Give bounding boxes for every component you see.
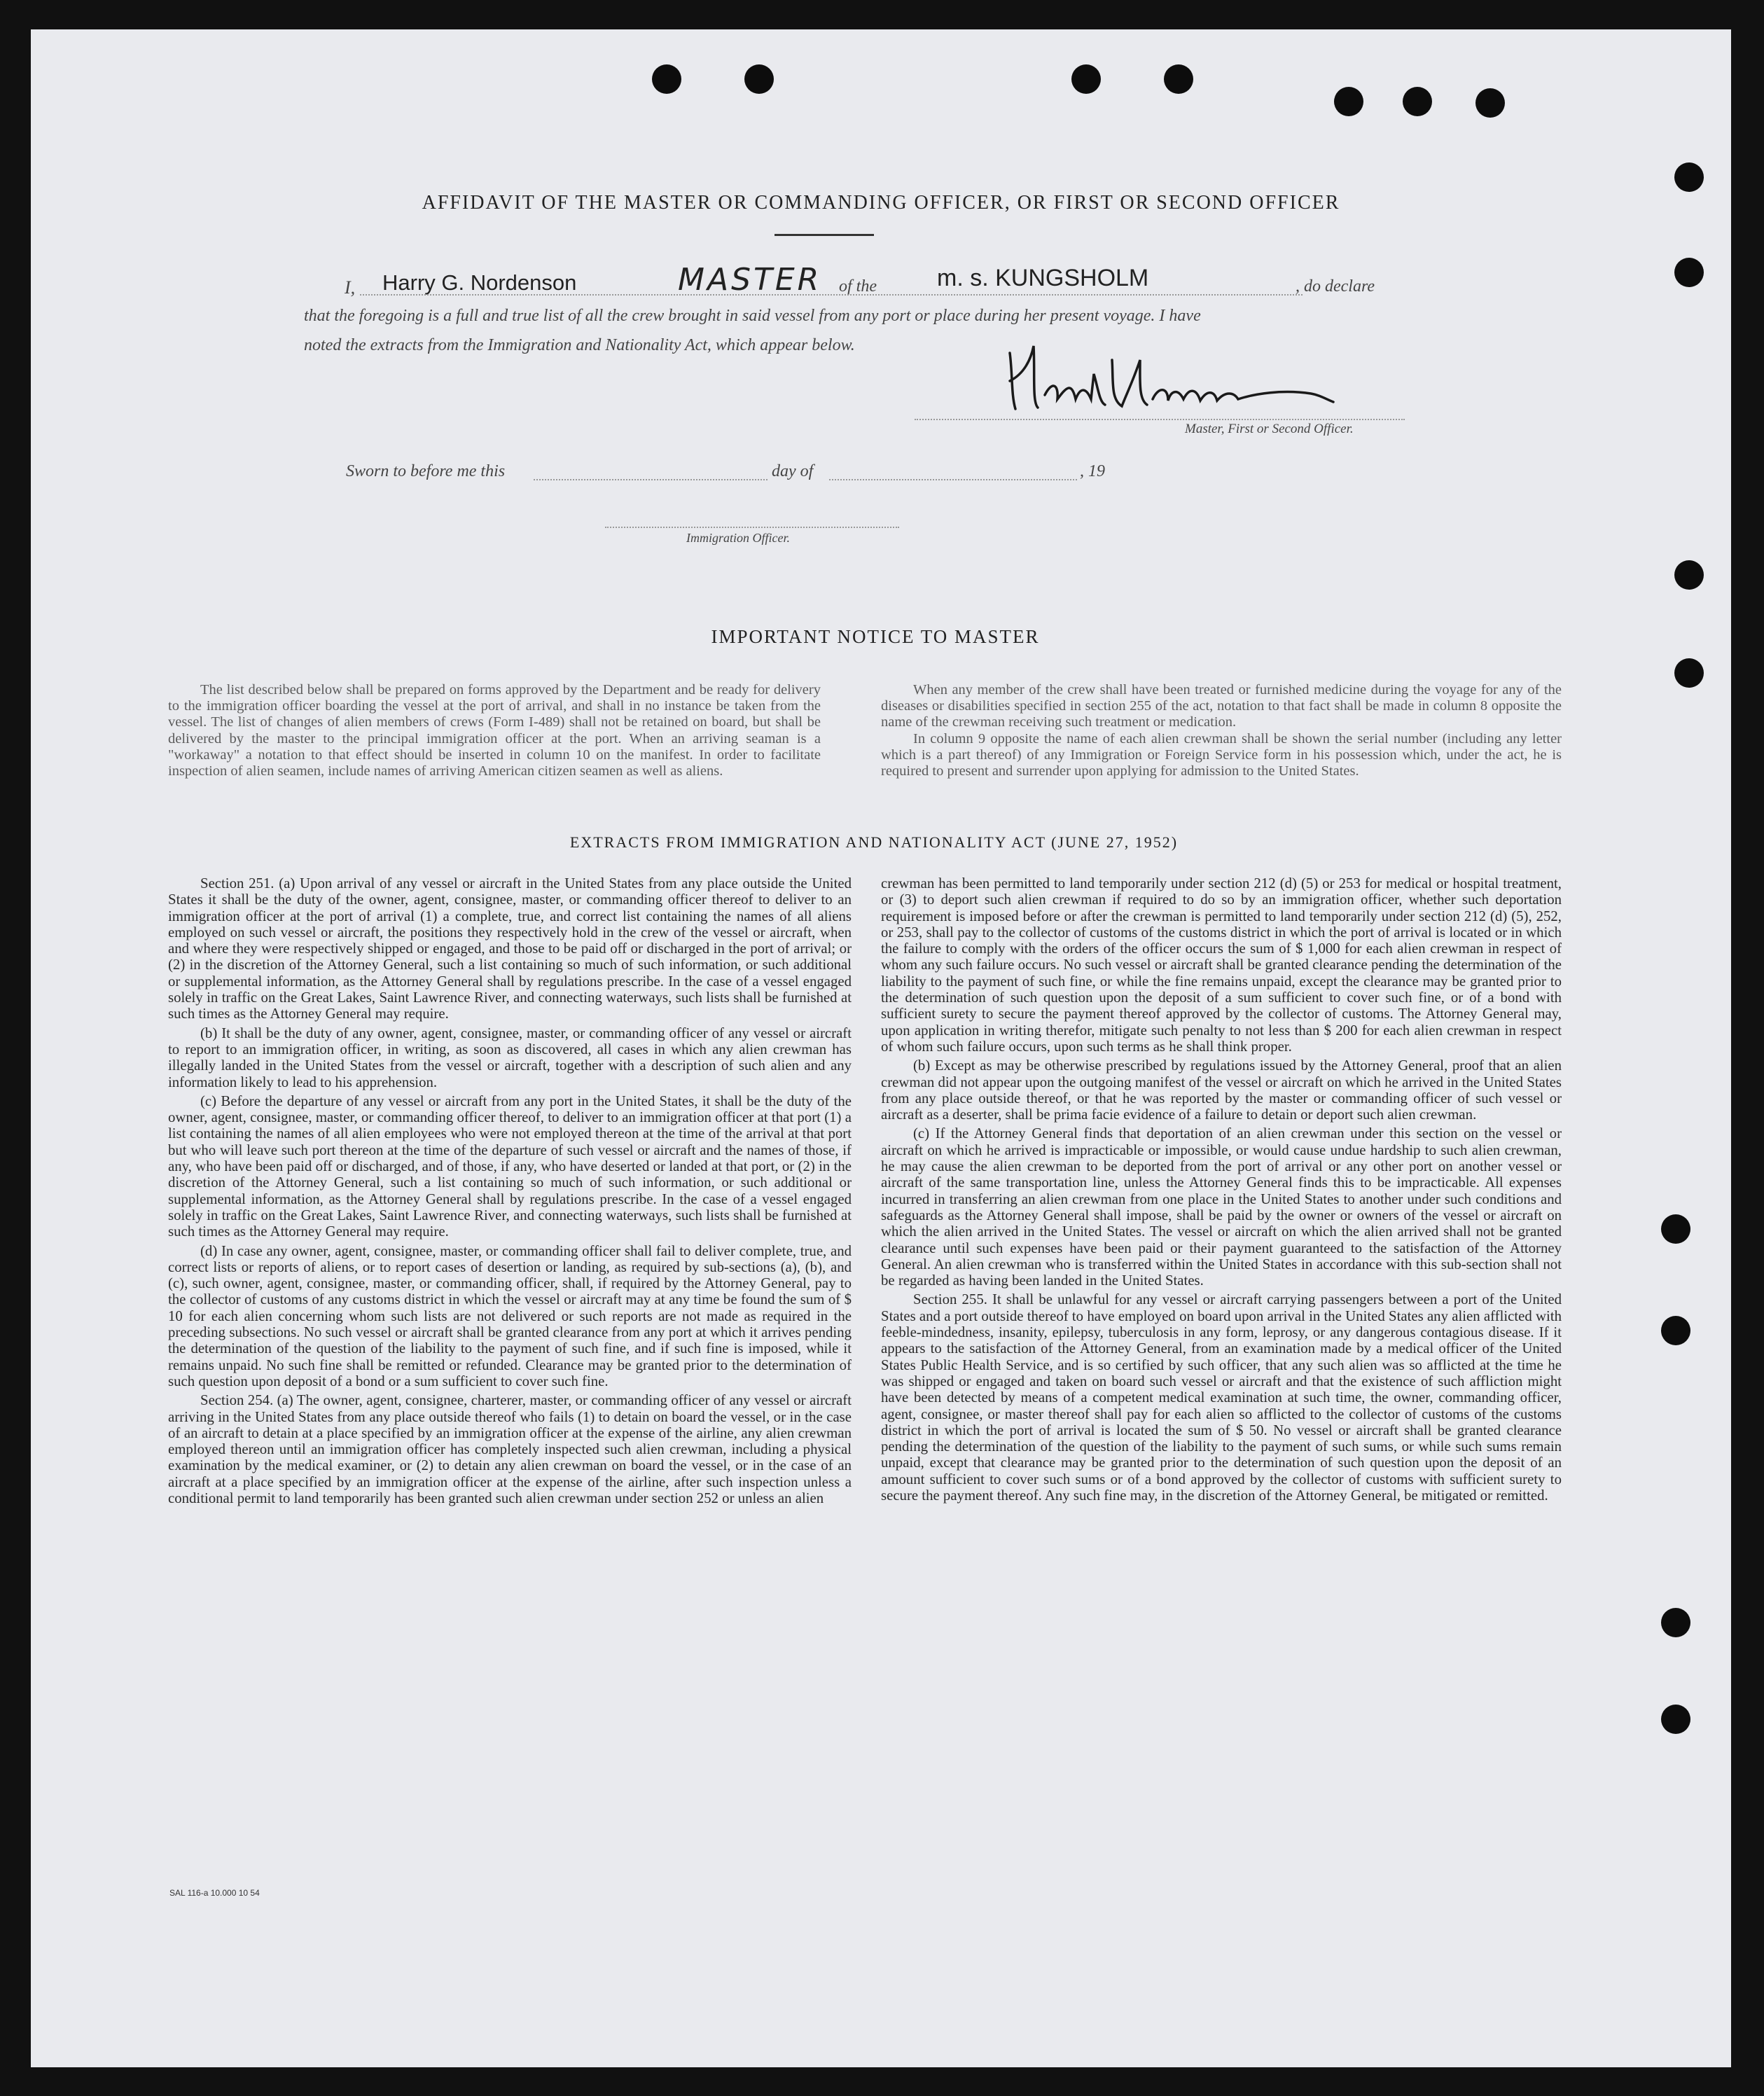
punch-hole xyxy=(1661,1214,1690,1244)
section-251c: (c) Before the departure of any vessel or aircraft from any port in the United States, it shall be the duty of the owner, agent, consignee, master, or commanding officer thereof, to deliver to an immigration officer at that port (1) a list containing the names of all alien employees who were not employed thereon at the time of the arrival at that port but who will leave such port thereon at the time of the departure of such vessel or aircraft and the names of those, if any, who have been paid off or discharged, and of those, if any, who have deserted or landed at that port, or (2) in the discretion of the Attorney General, such a list containing so much of such information, or such additional or supplemental information, as the Attorney General shall by regulations prescribe. In the case of a vessel engaged solely in traffic on the Great Lakes, Saint Lawrence River, and connecting waterways, such lists shall be furnished at such times as the Attorney General may require. xyxy=(168,1092,852,1240)
punch-hole xyxy=(1334,87,1363,116)
signature-line xyxy=(915,419,1405,420)
sworn-day-line xyxy=(534,479,768,480)
affidavit-line3: noted the extracts from the Immigration and Nationality Act, which appear below. xyxy=(304,336,855,354)
notice-right-column xyxy=(881,682,1562,779)
punch-hole xyxy=(1674,258,1704,287)
master-name: Harry G. Nordenson xyxy=(382,270,577,295)
form-number: SAL 116-a 10.000 10 54 xyxy=(169,1888,260,1898)
notice-right-paragraph-1: When any member of the crew shall have been treated or furnished medicine during the voyage for any of the diseases or disabilities specified in section 255 of the act, notation to that fact shall be made in column 8 opposite the name of the crewman receiving such treatment or medication. xyxy=(881,682,1562,730)
officer-line xyxy=(605,527,899,528)
punch-hole xyxy=(744,64,774,94)
punch-hole xyxy=(1674,658,1704,688)
affidavit-i: I, xyxy=(345,277,356,298)
immigration-officer-caption: Immigration Officer. xyxy=(686,531,790,545)
of-the-label: of the xyxy=(839,277,877,296)
vessel-name: m. s. KUNGSHOLM xyxy=(937,265,1149,291)
punch-hole xyxy=(1661,1608,1690,1637)
sworn-label: Sworn to before me this xyxy=(346,462,506,480)
punch-hole xyxy=(1475,88,1505,118)
punch-hole xyxy=(1071,64,1101,94)
notice-right-paragraph-2: In column 9 opposite the name of each alien crewman shall be shown the serial number (including any letter which is a part thereof) of any Immigration or Foreign Service form in his possession which, under the act, he is required to present and surrender upon applying for admission to the United States. xyxy=(881,730,1562,779)
year-label: , 19 xyxy=(1080,462,1105,480)
punch-hole xyxy=(1403,87,1432,116)
section-254a-cont: crewman has been permitted to land temporarily under section 212 (d) (5) or 253 for medical or hospital treatment, or (3) to deport such alien crewman if required to do so by an immigration officer, whether such deportation requirement is imposed before or after the crewman is permitted to land temporarily under section 212 (d) (5), 252, or 253, shall pay to the collector of customs of the customs district in which the port of arrival is located or in which the failure to comply with the orders of the officer occurs the sum of $ 1,000 for each alien crewman in respect of whom any such failure occurs. No such vessel or aircraft shall be granted clearance pending the determination of the liability to the payment of such fine, or while the fine remains unpaid, except the clearance may be granted prior to the determination of such question upon the deposit of a sum sufficient to cover such fine, or of a bond with sufficient surety to secure the payment thereof approved by the collector of customs. The Attorney General may, upon application in writing therefor, mitigate such penalty to not less than $ 200 for each alien crewman in respect of whom such failure occurs, upon such terms as he shall think proper. xyxy=(881,875,1562,1055)
document-sheet xyxy=(31,29,1731,2067)
rank-handwritten: MASTER xyxy=(678,262,822,298)
signature-caption: Master, First or Second Officer. xyxy=(1185,422,1354,436)
affidavit-line2: that the foregoing is a full and true list of all the crew brought in said vessel from any port or place during her present voyage. I have xyxy=(304,307,1201,325)
section-251d: (d) In case any owner, agent, consignee, master, or commanding officer shall fail to deliver complete, true, and correct lists or reports of aliens, or to report cases of desertion or landing, as required by sub-sections (a), (b), and (c), such owner, agent, consignee, master, or commanding officer, shall, if required by the Attorney General, pay to the collector of customs of any customs district in which the vessel or aircraft may at any time be found the sum of $ 10 for each alien concerning whom such lists are not delivered or such reports are not made as required in the preceding subsections. No such vessel or aircraft shall be granted clearance from any port at which it arrives pending the determination of the question of the liability to the payment of such fine, and if such fine is imposed, while it remains unpaid. No such fine shall be remitted or refunded. Clearance may be granted prior to the determination of such question upon deposit of a bond or a sum sufficient to cover such fine. xyxy=(168,1242,852,1389)
section-254a: Section 254. (a) The owner, agent, consignee, charterer, master, or commanding officer of any vessel or aircraft arriving in the United States from any place outside thereof who fails (1) to detain on board the vessel, or in the case of an aircraft to detain at a place specified by an immigration officer at the expense of the airline, any alien crewman employed thereon until an immigration officer has completely inspected such alien crewman, including a physical examination by the medical examiner, or (2) to detain any alien crewman on board the vessel, or in the case of an aircraft at a place specified by an immigration officer at the expense of the airline, after such inspection unless a conditional permit to land temporarily has been granted such alien crewman under section 252 or unless an alien xyxy=(168,1392,852,1506)
section-254c: (c) If the Attorney General finds that deportation of an alien crewman under this section on the vessel or aircraft on which he arrived is impracticable or impossible, or would cause undue hardship to such alien crewman, he may cause the alien crewman to be deported from the port of arrival or any other port on another vessel or aircraft of the same transportation line, unless the Attorney General finds this to be impracticable. All expenses incurred in transferring an alien crewman from one place in the United States to another under such conditions and safeguards as the Attorney General shall impose, shall be paid by the owner or owners of the vessel or aircraft on which the alien arrived in the United States. The vessel or aircraft on which the alien arrived shall not be granted clearance until such expenses have been paid or their payment guaranteed to the satisfaction of the Attorney General. An alien crewman who is transferred within the United States in accordance with this sub-section shall not be regarded as having been landed in the United States. xyxy=(881,1125,1562,1289)
section-251b: (b) It shall be the duty of any owner, agent, consignee, master, or commanding officer of any vessel or aircraft to report to an immigration officer, in writing, as soon as discovered, all cases in which any alien crewman has illegally landed in the United States from the vessel or aircraft, together with a description of such alien and any information likely to lead to his apprehension. xyxy=(168,1025,852,1090)
punch-hole xyxy=(1661,1316,1690,1345)
notice-title: IMPORTANT NOTICE TO MASTER xyxy=(711,626,1040,647)
notice-left-paragraph: The list described below shall be prepared on forms approved by the Department and be ready for delivery to the immigration officer boarding the vessel at the port of arrival, and shall in no instance be taken from the vessel. The list of changes of alien members of crews (Form I-489) shall not be retained on board, but shall be delivered by the master to the principal immigration officer at the port. When an arriving seaman is a "workaway" a notation to that effect should be inserted in column 10 on the manifest. In order to facilitate inspection of alien seamen, include names of arriving American citizen seamen as well as aliens. xyxy=(168,682,821,779)
master-signature xyxy=(1003,332,1339,423)
extracts-right-column xyxy=(881,875,1562,1504)
sworn-month-line xyxy=(829,479,1077,480)
punch-hole xyxy=(1164,64,1193,94)
name-line xyxy=(360,294,1303,296)
punch-hole xyxy=(1674,560,1704,590)
notice-left-column xyxy=(168,682,821,779)
punch-hole xyxy=(1674,162,1704,192)
extracts-left-column xyxy=(168,875,852,1506)
section-251a: Section 251. (a) Upon arrival of any vessel or aircraft in the United States from any place outside the United States it shall be the duty of the owner, agent, consignee, master, or commanding officer thereof to deliver to an immigration officer at the port of arrival (1) a complete, true, and correct list containing the names of all aliens employed on such vessel or aircraft, the positions they respectively hold in the crew of the vessel or aircraft, when and where they were respectively shipped or engaged, and those to be paid off or discharged in the port of arrival; or (2) in the discretion of the Attorney General, such a list containing so much of such information, or such additional or supplemental information, as the Attorney General shall by regulations prescribe. In the case of a vessel engaged solely in traffic on the Great Lakes, Saint Lawrence River, and connecting waterways, such lists shall be furnished at such times as the Attorney General may require. xyxy=(168,875,852,1022)
punch-hole xyxy=(1661,1705,1690,1734)
extracts-title: EXTRACTS FROM IMMIGRATION AND NATIONALITY ACT (JUNE 27, 1952) xyxy=(569,833,1179,851)
punch-hole xyxy=(652,64,681,94)
section-255: Section 255. It shall be unlawful for any vessel or aircraft carrying passengers between a port of the United States and a port outside thereof to have employed on board upon arrival in the United States any alien afflicted with feeble-mindedness, insanity, epilepsy, tuberculosis in any form, leprosy, or any dangerous contagious disease. If it appears to the satisfaction of the Attorney General, from an examination made by a medical officer of the United States Public Health Service, and is so certified by such officer, that any such alien was so afflicted at the time he was shipped or engaged and taken on board such vessel or aircraft and that the existence of such affliction might have been detected by means of a competent medical examination at such time, the owner, commanding officer, agent, consignee, or master thereof shall pay for each alien so afflicted to the collector of customs of the customs district in which the port of arrival is located the sum of $ 50. No vessel or aircraft shall be granted clearance pending the determination of the question of the liability to the payment of such sums, or while such sums remain unpaid, except that clearance may be granted prior to the determination of such question upon the deposit of an amount sufficient to cover such sums or of a bond approved by the collector of customs with sufficient surety to secure the payment thereof. Any such fine may, in the discretion of the Attorney General, be mitigated or remitted. xyxy=(881,1291,1562,1504)
day-of-label: day of xyxy=(772,462,814,480)
title-underline xyxy=(775,234,874,236)
section-254b: (b) Except as may be otherwise prescribed by regulations issued by the Attorney General, proof that an alien crewman did not appear upon the outgoing manifest of the vessel or aircraft on which he arrived in the United States from any place outside thereof, or that he was reported by the master or commanding officer of such vessel or aircraft as a deserter, shall be prima facie evidence of a failure to detain or deport such alien crewman. xyxy=(881,1057,1562,1123)
do-declare-label: , do declare xyxy=(1296,277,1375,296)
affidavit-title: AFFIDAVIT OF THE MASTER OR COMMANDING OFFICER, OR FIRST OR SECOND OFFICER xyxy=(422,192,1340,214)
